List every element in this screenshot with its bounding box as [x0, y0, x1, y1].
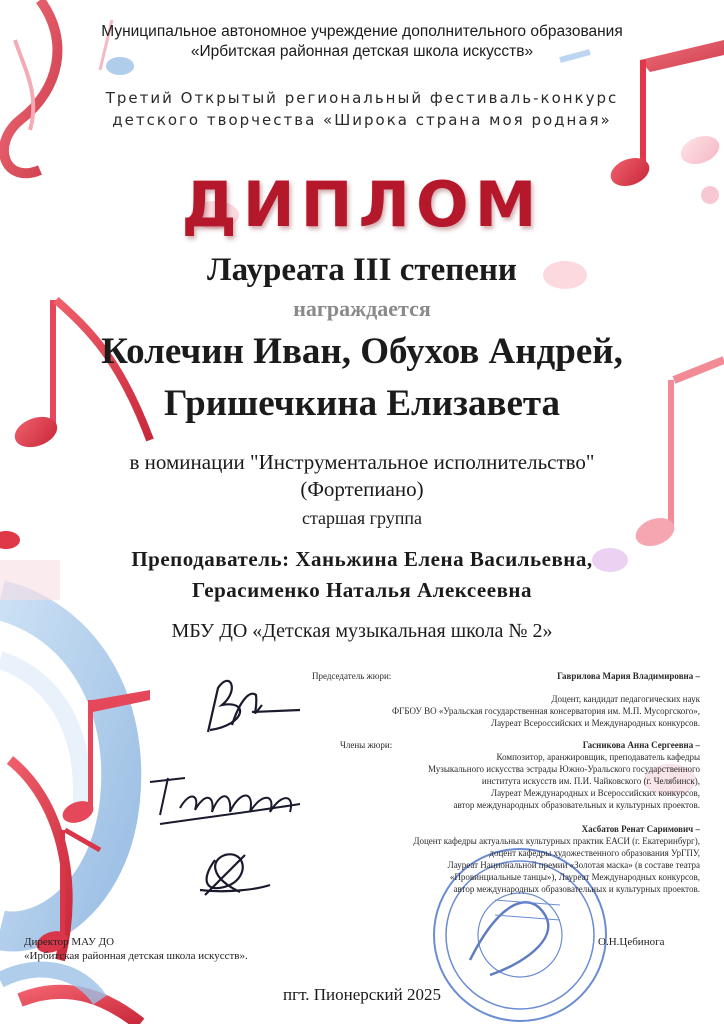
nomination-line-1: в номинации "Инструментальное исполнительство" — [129, 450, 595, 474]
teachers-line-1: Преподаватель: Ханьжина Елена Васильевна, — [131, 547, 593, 571]
jury-chair-desc-2: ФГБОУ ВО «Уральская государственная консерватория им. М.П. Мусоргского», — [392, 706, 700, 716]
signature-icon — [200, 854, 270, 895]
awardees-line-2: Гришечкина Елизавета — [163, 383, 561, 424]
jury-member-1-name: Гасникова Анна Сергеевна – — [582, 740, 700, 750]
jury-member-2-desc-2: доцент кафедры художественного образования УрГПУ, — [489, 848, 700, 858]
signature-icon — [208, 681, 300, 732]
diploma-title: ДИПЛОМ — [181, 168, 543, 241]
festival-line-1: Третий Открытый региональный фестиваль-конкурс — [105, 89, 619, 107]
nomination-line-2: (Фортепиано) — [300, 477, 424, 501]
degree-heading: Лауреата III степени — [207, 252, 517, 288]
jury-member-2-desc-1: Доцент кафедры актуальных культурных практик ЕАСИ (г. Екатеринбург), — [413, 836, 700, 846]
director-title-line-2: «Ирбитская районная детская школа искусств». — [24, 950, 248, 962]
jury-member-1-desc-4: Лауреат Международных и Всероссийских конкурсов, — [490, 788, 700, 798]
jury-members-label: Члены жюри: — [340, 740, 393, 750]
teachers-line-2: Герасименко Наталья Алексеевна — [191, 578, 533, 602]
jury-member-1-desc-1: Композитор, аранжировщик, преподаватель кафедры — [496, 752, 700, 762]
director-title-line-1: Директор МАУ ДО — [24, 936, 115, 948]
age-group: старшая группа — [301, 508, 423, 528]
jury-chair-desc-1: Доцент, кандидат педагогических наук — [551, 694, 700, 704]
jury-chair-label: Председатель жюри: — [312, 671, 392, 681]
jury-member-1-desc-5: автор международных образовательных и культурных проектов. — [453, 800, 700, 810]
organization-line-1: Муниципальное автономное учреждение дополнительного образования — [101, 23, 623, 40]
director-name: О.Н.Цебинога — [598, 936, 665, 948]
organization-line-2: «Ирбитская районная детская школа искусств» — [190, 43, 534, 60]
jury-member-2-desc-4: «Провинциальные танцы»), Лауреат Международных конкурсов, — [449, 872, 700, 882]
jury-chair-desc-3: Лауреат Всероссийских и Международных конкурсов. — [490, 718, 700, 728]
jury-member-2-desc-5: автор международных образовательных и культурных проектов. — [453, 884, 700, 894]
jury-member-1-desc-3: института искусств им. П.И. Чайковского (г. Челябинск), — [481, 776, 700, 786]
festival-line-2: детского творчества «Широка страна моя родная» — [112, 111, 612, 129]
place-year: пгт. Пионерский 2025 — [283, 985, 441, 1004]
awarded-label: награждается — [293, 296, 431, 321]
awardees-line-1: Колечин Иван, Обухов Андрей, — [101, 331, 623, 372]
jury-member-2-desc-3: Лауреат Национальной премии «Золотая маска» (в составе театра — [447, 860, 700, 870]
school-name: МБУ ДО «Детская музыкальная школа № 2» — [171, 620, 553, 642]
signature-icon — [150, 778, 300, 824]
jury-member-1-desc-2: Музыкального искусства эстрады Южно-Уральского государственного — [427, 764, 700, 774]
jury-chair-name: Гаврилова Мария Владимировна – — [557, 671, 700, 681]
jury-member-2-name: Хасбатов Ренат Саримович – — [581, 824, 700, 834]
